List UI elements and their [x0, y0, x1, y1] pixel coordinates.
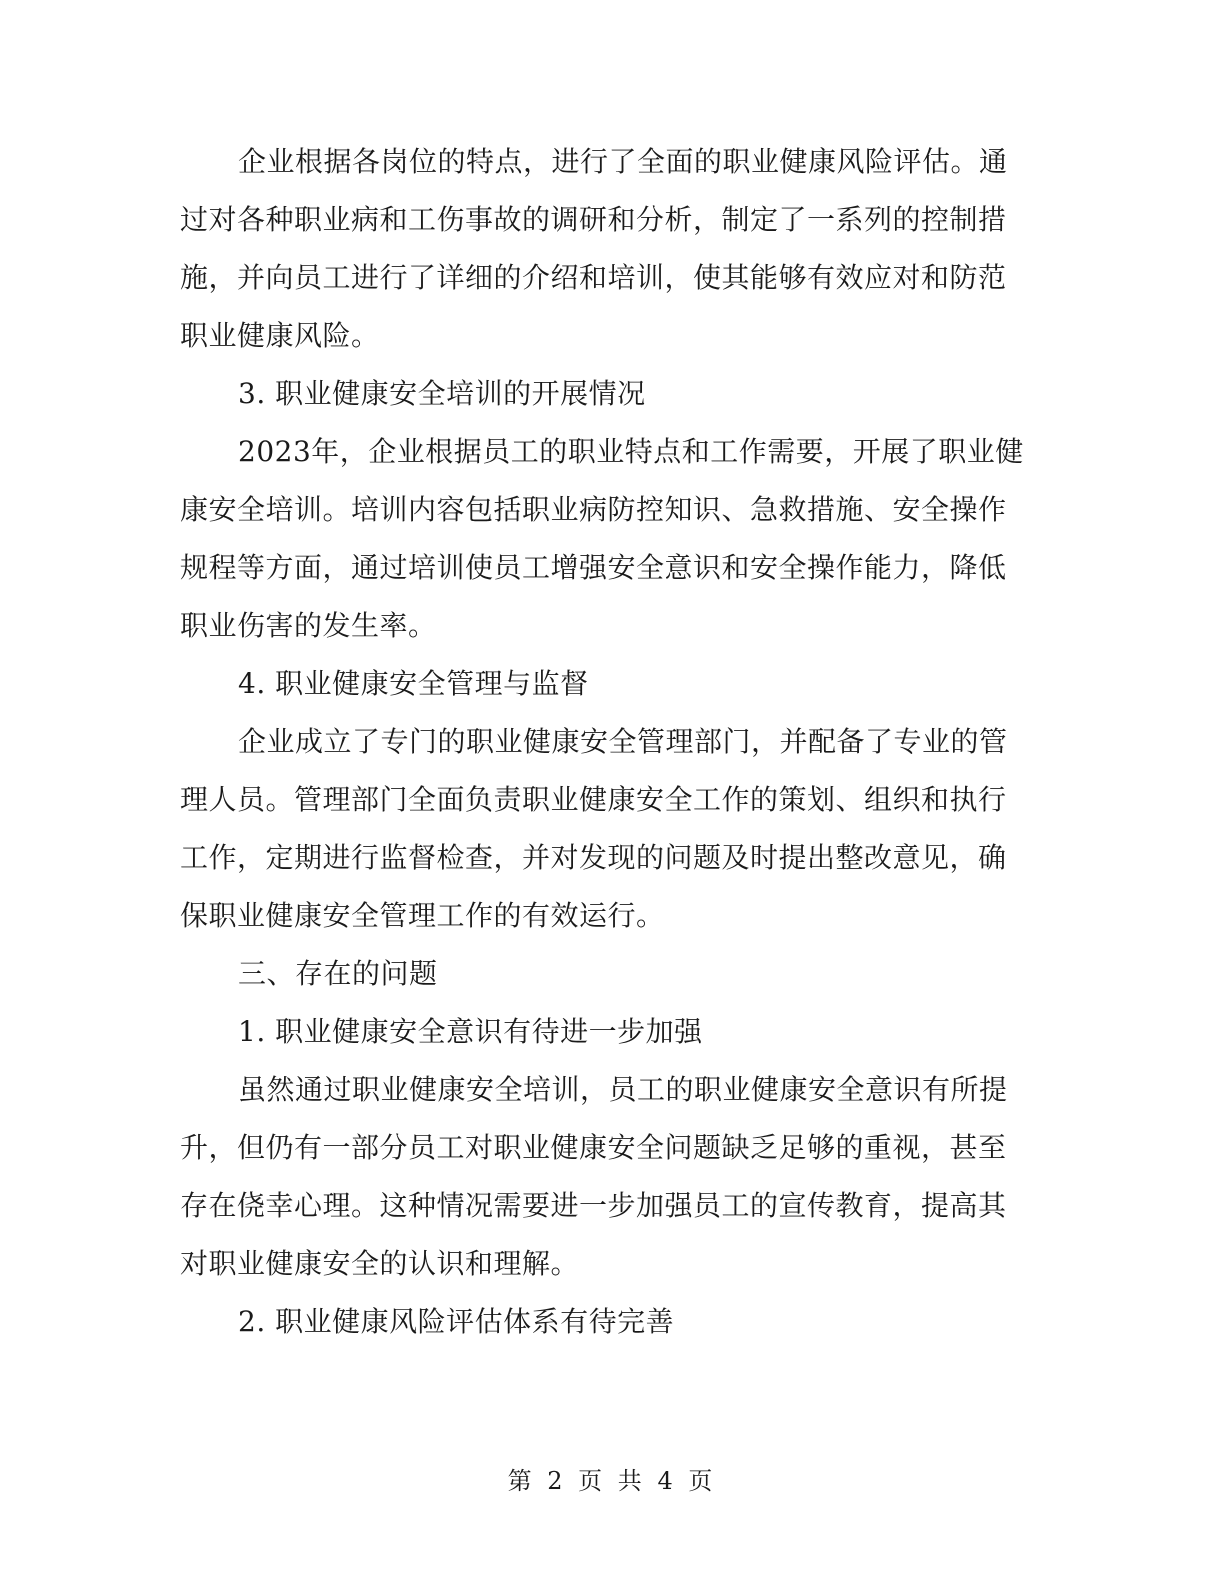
heading-training: 3. 职业健康安全培训的开展情况	[238, 377, 646, 410]
heading-management: 4. 职业健康安全管理与监督	[238, 667, 589, 700]
paragraph-management: 企业成立了专门的职业健康安全管理部门，并配备了专业的管理人员。管理部门全面负责职业健康安全工作的策划、组织和执行工作，定期进行监督检查，并对发现的问题及时提出整改意见，确保职业健康安全管理工作的有效运行。	[180, 725, 1008, 932]
page-number-footer: 第 2 页 共 4 页	[507, 1467, 717, 1495]
section-heading-problems: 三、存在的问题	[238, 957, 438, 990]
heading-awareness: 1. 职业健康安全意识有待进一步加强	[238, 1015, 703, 1048]
paragraph-awareness: 虽然通过职业健康安全培训，员工的职业健康安全意识有所提升，但仍有一部分员工对职业健康安全问题缺乏足够的重视，甚至存在侥幸心理。这种情况需要进一步加强员工的宣传教育，提高其对职业健康安全的认识和理解。	[180, 1073, 1008, 1280]
paragraph-risk-assessment: 企业根据各岗位的特点，进行了全面的职业健康风险评估。通过对各种职业病和工伤事故的调研和分析，制定了一系列的控制措施，并向员工进行了详细的介绍和培训，使其能够有效应对和防范职业健康风险。	[180, 145, 1008, 352]
document-body	[180, 133, 1025, 1351]
heading-risk-system: 2. 职业健康风险评估体系有待完善	[238, 1305, 675, 1338]
paragraph-training: 2023年，企业根据员工的职业特点和工作需要，开展了职业健康安全培训。培训内容包括职业病防控知识、急救措施、安全操作规程等方面，通过培训使员工增强安全意识和安全操作能力，降低职业伤害的发生率。	[180, 435, 1024, 642]
